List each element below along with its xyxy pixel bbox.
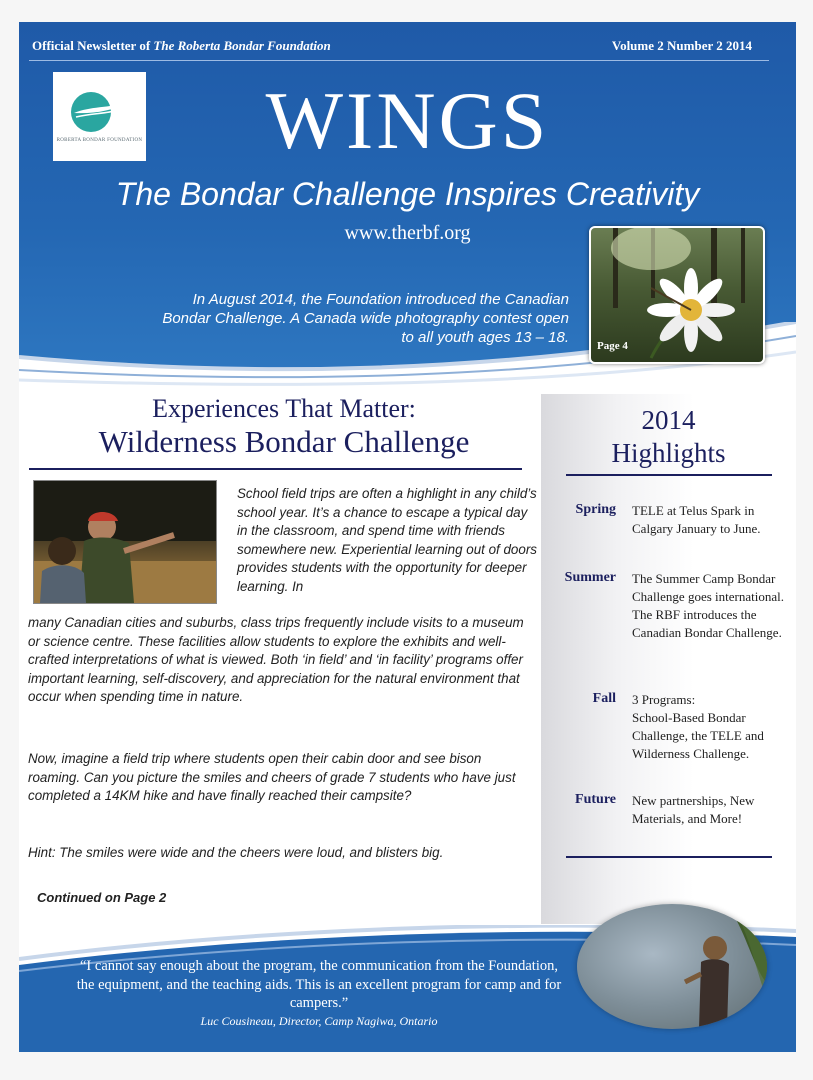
- tagline-org: The Roberta Bondar Foundation: [153, 38, 331, 53]
- highlight-label-spring: Spring: [575, 502, 616, 517]
- highlights-heading: Highlights: [611, 438, 726, 468]
- lake-photo: [577, 904, 767, 1029]
- newsletter-page: [19, 22, 796, 1052]
- highlight-text-summer: The Summer Camp Bondar Challenge goes international. The RBF introduces the Canadian Bondar Challenge.: [632, 571, 784, 640]
- newsletter-title: WINGS: [265, 75, 550, 166]
- tagline-prefix: Official Newsletter of: [32, 38, 151, 53]
- students-photo: [33, 480, 217, 604]
- daisy-photo: [589, 226, 765, 364]
- highlight-text-spring: TELE at Telus Spark in Calgary January to June.: [632, 503, 761, 536]
- header-rule: [29, 60, 769, 61]
- article-rule: [29, 468, 522, 470]
- article-headline: Wilderness Bondar Challenge: [98, 424, 470, 459]
- article-paragraph-2: Now, imagine a field trip where students open their cabin door and see bison roaming. Can you picture the smiles and cheers of grade 7 students who have just completed a 14KM hike and have finally reached their campsite?: [28, 751, 516, 803]
- article-paragraph-3: Hint: The smiles were wide and the cheers were loud, and blisters big.: [28, 845, 444, 860]
- highlights-rule-bottom: [566, 856, 772, 858]
- article-kicker: Experiences That Matter:: [152, 394, 416, 423]
- website-url[interactable]: www.therbf.org: [344, 222, 471, 244]
- continued-link[interactable]: Continued on Page 2: [37, 890, 167, 905]
- students-icon: [34, 481, 216, 603]
- newsletter-tagline: [32, 38, 331, 54]
- camper-icon: [577, 904, 767, 1029]
- highlights-title: [541, 404, 796, 470]
- logo-wordmark: ROBERTA BONDAR FOUNDATION: [56, 138, 143, 143]
- issue-number: Volume 2 Number 2 2014: [611, 38, 752, 53]
- highlight-label-fall: Fall: [592, 691, 616, 706]
- highlight-label-summer: Summer: [564, 570, 616, 585]
- photo-page-label: Page 4: [597, 340, 628, 352]
- testimonial-author: Luc Cousineau, Director, Camp Nagiwa, Ontario: [200, 1014, 438, 1028]
- article-paragraph-1b: many Canadian cities and suburbs, class trips frequently include visits to a museum or science centre. These facilities allow students to explore the exhibits and well-crafted interpretations of what is viewed. Both ‘in field’ and ‘in facility’ programs offer important learning, self-discovery, and appreciation for the natural environment that occur when spending time in nature.: [28, 615, 524, 704]
- intro-text: In August 2014, the Foundation introduced the Canadian Bondar Challenge. A Canada wide photography contest open to all youth ages 13 – 18.: [162, 291, 569, 346]
- highlight-text-future: New partnerships, New Materials, and More!: [632, 793, 755, 826]
- highlights-year: 2014: [641, 405, 696, 435]
- article-paragraph-1a: School field trips are often a highlight in any child’s school year. It’s a chance to escape a typical day in the classroom, and spend time with friends somewhere new. Experiential learning out of doors provides students with the opportunity for deeper learning. In: [237, 486, 537, 594]
- highlight-text-fall: 3 Programs: School-Based Bondar Challenge, the TELE and Wilderness Challenge.: [632, 692, 764, 761]
- highlights-rule-top: [566, 474, 772, 476]
- highlights-sidebar: [541, 394, 796, 924]
- highlight-label-future: Future: [575, 792, 616, 807]
- testimonial-quote: “I cannot say enough about the program, the communication from the Foundation, the equipment, and the teaching aids. This is an excellent program for camp and for campers.”: [76, 958, 562, 1011]
- newsletter-subtitle: The Bondar Challenge Inspires Creativity: [115, 176, 700, 212]
